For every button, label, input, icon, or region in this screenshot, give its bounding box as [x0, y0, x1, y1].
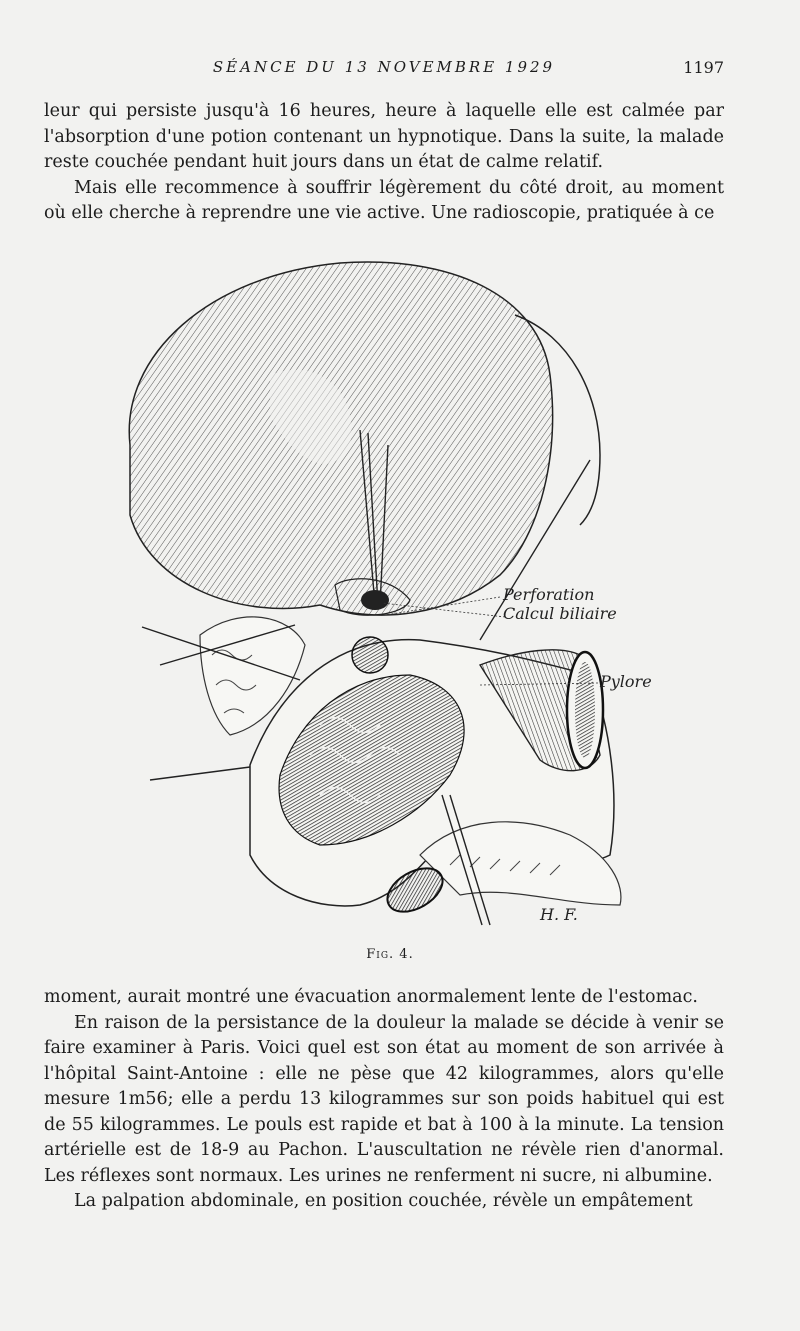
paragraph: Mais elle recommence à souffrir légèrement du côté droit, au moment où elle cherche à reprendre une vie active. Une radioscopie, pratiquée à ce — [44, 177, 724, 223]
label-pylore: Pylore — [600, 672, 652, 691]
running-head — [44, 58, 724, 82]
paragraph: La palpation abdominale, en position couchée, révèle un empâtement — [74, 1191, 693, 1211]
page-number: 1197 — [683, 58, 724, 77]
label-calcul: Calcul biliaire — [503, 604, 617, 623]
anatomical-illustration — [120, 255, 660, 935]
artist-signature: H. F. — [540, 905, 578, 924]
running-title: SÉANCE DU 13 NOVEMBRE 1929 — [212, 58, 556, 76]
paragraph: En raison de la persistance de la douleur la malade se décide à venir se faire examiner à Paris. Voici quel est son état au moment de son arrivée à l'hôpital Saint-Antoine : elle ne pèse que 42 kilogrammes, alors qu'elle mesure 1m56; elle a perdu 13 kilogrammes sur son poids habituel qui est de 55 kilogrammes. Le pouls est rapide et bat à 100 à la minute. La tension artérielle est de 18-9 au Pachon. L'auscultation ne révèle rien d'anormal. Les réflexes sont normaux. Les urines ne renferment ni sucre, ni albumine. — [44, 1012, 724, 1186]
perforation — [352, 637, 388, 673]
body-text-top — [44, 99, 724, 227]
paragraph: moment, aurait montré une évacuation anormalement lente de l'estomac. — [44, 987, 698, 1007]
paragraph: leur qui persiste jusqu'à 16 heures, heure à laquelle elle est calmée par l'absorption d'une potion contenant un hypnotique. Dans la suite, la malade reste couchée pendant huit jours dans un état de calme relatif. — [44, 101, 724, 172]
body-text-bottom — [44, 985, 724, 1215]
figure-caption: Fig. 4. — [366, 947, 414, 962]
label-perforation: Perforation — [503, 585, 595, 604]
illustration-svg — [120, 255, 660, 935]
